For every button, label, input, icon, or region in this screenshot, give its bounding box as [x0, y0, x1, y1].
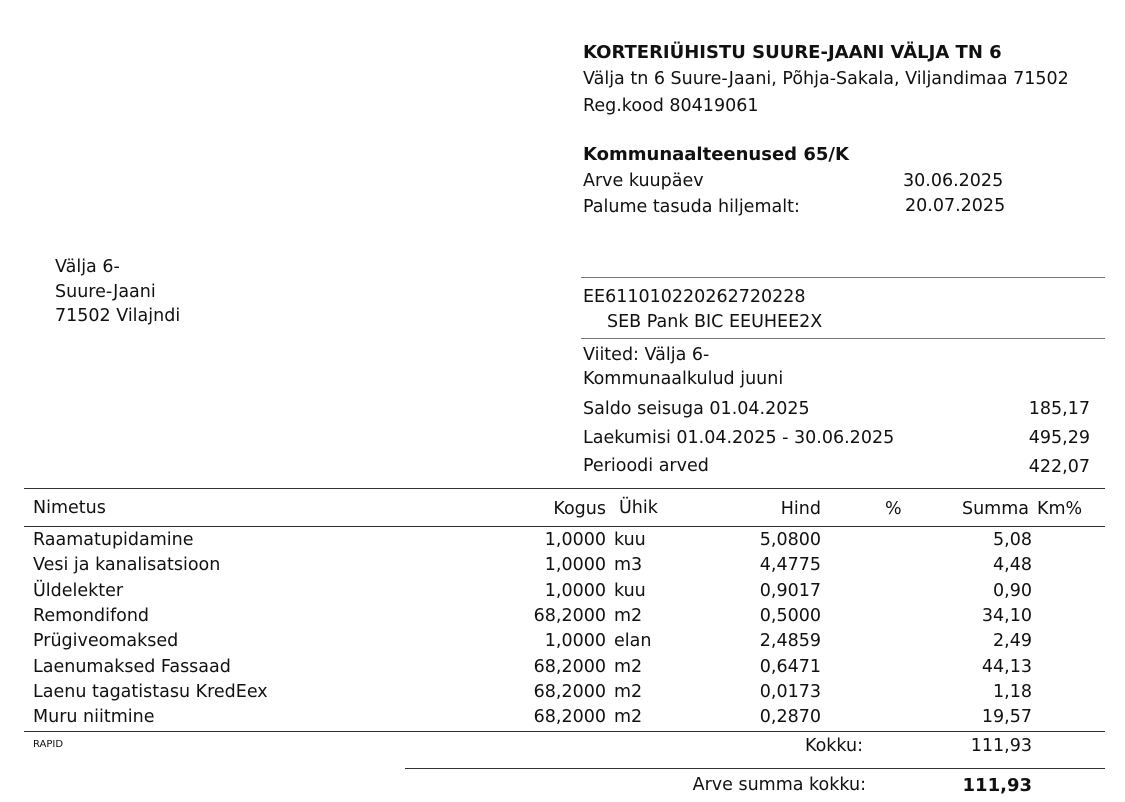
- invoice-title: Kommunaalteenused 65/K: [583, 144, 849, 165]
- cell-name: Üldelekter: [33, 581, 124, 601]
- cell-unit: m3: [614, 555, 643, 575]
- subtotal-value: 111,93: [970, 736, 1032, 756]
- cell-price: 0,6471: [759, 657, 821, 677]
- cell-name: Raamatupidamine: [33, 530, 194, 550]
- cell-sum: 34,10: [981, 606, 1032, 626]
- cell-name: Muru niitmine: [33, 707, 155, 727]
- due-date-value: 20.07.2025: [905, 196, 1006, 216]
- software-label: RAPID: [33, 739, 64, 750]
- company-name: KORTERIÜHISTU SUURE-JAANI VÄLJA TN 6: [583, 42, 1002, 63]
- cell-qty: 68,2000: [533, 682, 606, 702]
- cell-unit: m2: [614, 606, 643, 626]
- header-qty: Kogus: [553, 499, 606, 519]
- cell-sum: 19,57: [981, 707, 1032, 727]
- cell-sum: 44,13: [981, 657, 1032, 677]
- divider-bank-top: [581, 277, 1105, 278]
- payments-value: 495,29: [1028, 428, 1090, 448]
- cell-sum: 1,18: [993, 682, 1032, 702]
- cell-name: Prügiveomaksed: [33, 631, 179, 651]
- header-name: Nimetus: [33, 498, 106, 518]
- subtotal-label: Kokku:: [804, 736, 863, 756]
- cell-name: Vesi ja kanalisatsioon: [33, 555, 221, 575]
- cell-price: 4,4775: [759, 555, 821, 575]
- reference-line-2: Kommunaalkulud juuni: [583, 369, 784, 389]
- cell-sum: 5,08: [993, 530, 1032, 550]
- cell-qty: 1,0000: [544, 555, 606, 575]
- cell-name: Remondifond: [33, 606, 150, 626]
- period-invoices-label: Perioodi arved: [583, 456, 709, 476]
- recipient-line-1: Välja 6-: [55, 257, 120, 277]
- cell-unit: m2: [614, 682, 643, 702]
- cell-qty: 68,2000: [533, 707, 606, 727]
- total-value: 111,93: [962, 775, 1032, 796]
- cell-sum: 2,49: [993, 631, 1032, 651]
- reference-line-1: Viited: Välja 6-: [583, 345, 710, 365]
- header-vat: Km%: [1037, 499, 1083, 519]
- cell-price: 0,9017: [759, 581, 821, 601]
- table-bottom-border: [24, 731, 1105, 732]
- table-header-border: [24, 526, 1105, 527]
- cell-price: 5,0800: [759, 530, 821, 550]
- bank-name-bic: SEB Pank BIC EEUHEE2X: [607, 312, 823, 332]
- header-percent: %: [885, 499, 902, 519]
- cell-unit: m2: [614, 657, 643, 677]
- period-invoices-value: 422,07: [1028, 457, 1090, 477]
- cell-qty: 1,0000: [544, 581, 606, 601]
- cell-unit: kuu: [614, 581, 646, 601]
- cell-price: 0,2870: [759, 707, 821, 727]
- company-reg-code: Reg.kood 80419061: [583, 96, 759, 116]
- total-divider: [405, 768, 1105, 769]
- cell-name: Laenu tagatistasu KredEex: [33, 682, 268, 702]
- cell-unit: m2: [614, 707, 643, 727]
- table-top-border: [24, 488, 1105, 489]
- header-sum: Summa: [961, 499, 1029, 519]
- cell-unit: kuu: [614, 530, 646, 550]
- balance-value: 185,17: [1028, 399, 1090, 419]
- recipient-line-2: Suure-Jaani: [55, 282, 156, 302]
- cell-price: 0,0173: [759, 682, 821, 702]
- cell-sum: 4,48: [993, 555, 1032, 575]
- due-date-label: Palume tasuda hiljemalt:: [583, 197, 800, 217]
- balance-label: Saldo seisuga 01.04.2025: [583, 399, 810, 419]
- bank-iban: EE611010220262720228: [583, 287, 806, 307]
- invoice-date-label: Arve kuupäev: [583, 171, 704, 191]
- header-unit: Ühik: [619, 498, 658, 518]
- cell-qty: 1,0000: [544, 631, 606, 651]
- cell-unit: elan: [614, 631, 652, 651]
- cell-name: Laenumaksed Fassaad: [33, 657, 231, 677]
- cell-sum: 0,90: [993, 581, 1032, 601]
- header-price: Hind: [780, 499, 821, 519]
- total-label: Arve summa kokku:: [692, 775, 866, 795]
- cell-qty: 68,2000: [533, 657, 606, 677]
- company-address: Välja tn 6 Suure-Jaani, Põhja-Sakala, Viljandimaa 71502: [583, 69, 1069, 89]
- invoice-date-value: 30.06.2025: [903, 171, 1004, 191]
- payments-label: Laekumisi 01.04.2025 - 30.06.2025: [583, 428, 895, 448]
- cell-price: 0,5000: [759, 606, 821, 626]
- recipient-line-3: 71502 Vilajndi: [55, 306, 181, 326]
- divider-bank-bottom: [581, 338, 1105, 339]
- cell-price: 2,4859: [759, 631, 821, 651]
- cell-qty: 1,0000: [544, 530, 606, 550]
- cell-qty: 68,2000: [533, 606, 606, 626]
